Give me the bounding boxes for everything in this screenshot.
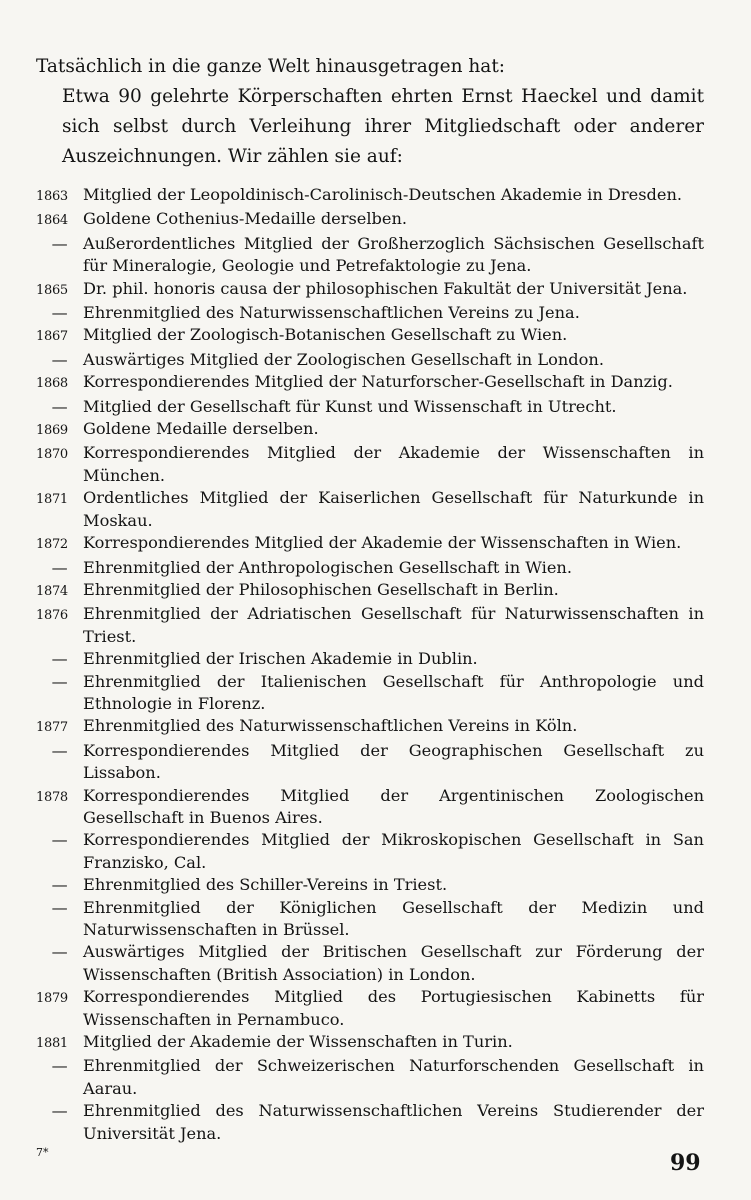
list-item [36,740,704,785]
list-item [36,897,704,942]
entry-text: Goldene Medaille derselben. [83,419,319,439]
entry-text: Ehrenmitglied des Naturwissenschaftlichen Vereins Studierender der Universität Jena. [83,1101,704,1143]
entry-text: Auswärtiges Mitglied der Zoologischen Gesellschaft in London. [83,349,604,369]
entry-year: 1867 [36,329,68,345]
list-item [36,184,704,208]
signature-mark: 7* [36,1146,49,1159]
continuation-dash: — [51,740,68,760]
entry-year: 1865 [36,282,68,298]
entry-year: 1877 [36,720,68,736]
list-item [36,418,704,442]
entry-text: Ehrenmitglied der Italienischen Gesellschaft für Anthropologie und Ethnologie in Florenz. [83,671,704,713]
continuation-dash: — [51,1101,68,1121]
entry-text: Ehrenmitglied der Philosophischen Gesellschaft in Berlin. [83,579,559,599]
entry-year: 1881 [36,1036,68,1052]
page-number: 99 [670,1150,701,1176]
list-item [36,371,704,395]
entry-year: 1872 [36,537,68,553]
entry-text: Ordentliches Mitglied der Kaiserlichen Gesellschaft für Naturkunde in Moskau. [83,488,704,530]
continuation-dash: — [51,303,68,323]
continuation-dash: — [51,671,68,691]
list-item [36,532,704,556]
list-item [36,324,704,348]
list-item [36,1055,704,1100]
continuation-dash: — [51,830,68,850]
continuation-dash: — [51,557,68,577]
entry-text: Ehrenmitglied der Adriatischen Gesellschaft für Naturwissenschaften in Triest. [83,604,704,646]
entry-year: 1874 [36,583,68,599]
entry-year: 1871 [36,492,68,508]
entry-text: Außerordentliches Mitglied der Großherzoglich Sächsischen Gesellschaft für Mineralogie, Geologie und Petrefaktologie zu Jena. [83,233,704,276]
entry-text: Korrespondierendes Mitglied des Portugiesischen Kabinetts für Wissenschaften in Pernambuco. [83,987,704,1029]
entry-text: Auswärtiges Mitglied der Britischen Gesellschaft zur Förderung der Wissenschaften (British Association) in London. [83,942,704,984]
entry-text: Ehrenmitglied der Anthropologischen Gesellschaft in Wien. [83,557,572,577]
entry-text: Mitglied der Leopoldinisch-Carolinisch-Deutschen Akademie in Dresden. [83,185,683,204]
list-item [36,874,704,896]
entry-year: 1868 [36,376,68,392]
entry-text: Goldene Cothenius-Medaille derselben. [83,209,408,229]
list-item [36,579,704,603]
entry-text: Mitglied der Akademie der Wissenschaften in Turin. [83,1032,513,1052]
entry-text: Ehrenmitglied der Schweizerischen Naturforschenden Gesellschaft in Aarau. [83,1056,704,1098]
entry-text: Ehrenmitglied des Schiller-Vereins in Triest. [83,875,448,895]
entry-year: 1863 [36,189,68,204]
intro-text [36,52,704,172]
entry-text: Korrespondierendes Mitglied der Akademie der Wissenschaften in München. [83,443,704,485]
entry-text: Korrespondierendes Mitglied der Mikroskopischen Gesellschaft in San Franzisko, Cal. [83,830,704,872]
list-item [36,208,704,232]
entry-year: 1876 [36,608,68,624]
list-item [36,648,704,670]
list-item [36,715,704,739]
list-item [36,785,704,830]
list-item [36,671,704,716]
entry-text: Korrespondierendes Mitglied der Argentinischen Zoologischen Gesellschaft in Buenos Aires. [83,785,704,827]
entry-text: Korrespondierendes Mitglied der Akademie der Wissenschaften in Wien. [83,533,682,553]
continuation-dash: — [51,349,68,369]
continuation-dash: — [51,1056,68,1076]
intro-line-1: Tatsächlich in die ganze Welt hinausgetragen hat: [36,56,505,77]
entry-year: 1879 [36,991,68,1007]
entry-year: 1869 [36,423,68,439]
continuation-dash: — [51,233,68,253]
continuation-dash: — [51,396,68,416]
list-item [36,233,704,278]
continuation-dash: — [51,875,68,895]
page-body [36,52,704,1145]
list-item [36,278,704,302]
list-item [36,1031,704,1055]
entry-text: Ehrenmitglied des Naturwissenschaftlichen Vereins in Köln. [83,716,578,736]
entry-year: 1878 [36,789,68,805]
continuation-dash: — [51,942,68,962]
entry-text: Dr. phil. honoris causa der philosophischen Fakultät der Universität Jena. [83,278,688,298]
entry-text: Ehrenmitglied des Naturwissenschaftlichen Vereins zu Jena. [83,303,580,323]
entry-text: Mitglied der Zoologisch-Botanischen Gesellschaft zu Wien. [83,325,568,345]
entry-year: 1864 [36,213,68,229]
list-item [36,941,704,986]
entry-text: Ehrenmitglied der Königlichen Gesellschaft der Medizin und Naturwissenschaften in Brüssel. [83,897,704,939]
list-item [36,986,704,1031]
entry-text: Ehrenmitglied der Irischen Akademie in Dublin. [83,649,478,669]
list-item [36,487,704,532]
entry-text: Mitglied der Gesellschaft für Kunst und Wissenschaft in Utrecht. [83,396,617,416]
list-item [36,442,704,487]
continuation-dash: — [51,897,68,917]
entry-text: Korrespondierendes Mitglied der Geographischen Gesellschaft zu Lissabon. [83,740,704,783]
list-item [36,829,704,874]
list-item [36,349,704,371]
intro-paragraph: Etwa 90 gelehrte Körperschaften ehrten Ernst Haeckel und damit sich selbst durch Verleihung ihrer Mitgliedschaft oder anderer Auszeichnungen. Wir zählen sie auf: [62,86,704,167]
entry-text: Korrespondierendes Mitglied der Naturforscher-Gesellschaft in Danzig. [83,372,673,392]
entry-year: 1870 [36,447,68,463]
list-item [36,1100,704,1145]
list-item [36,302,704,324]
list-item [36,396,704,418]
list-item [36,603,704,648]
list-item [36,557,704,579]
continuation-dash: — [51,649,68,669]
membership-list [36,184,704,1145]
